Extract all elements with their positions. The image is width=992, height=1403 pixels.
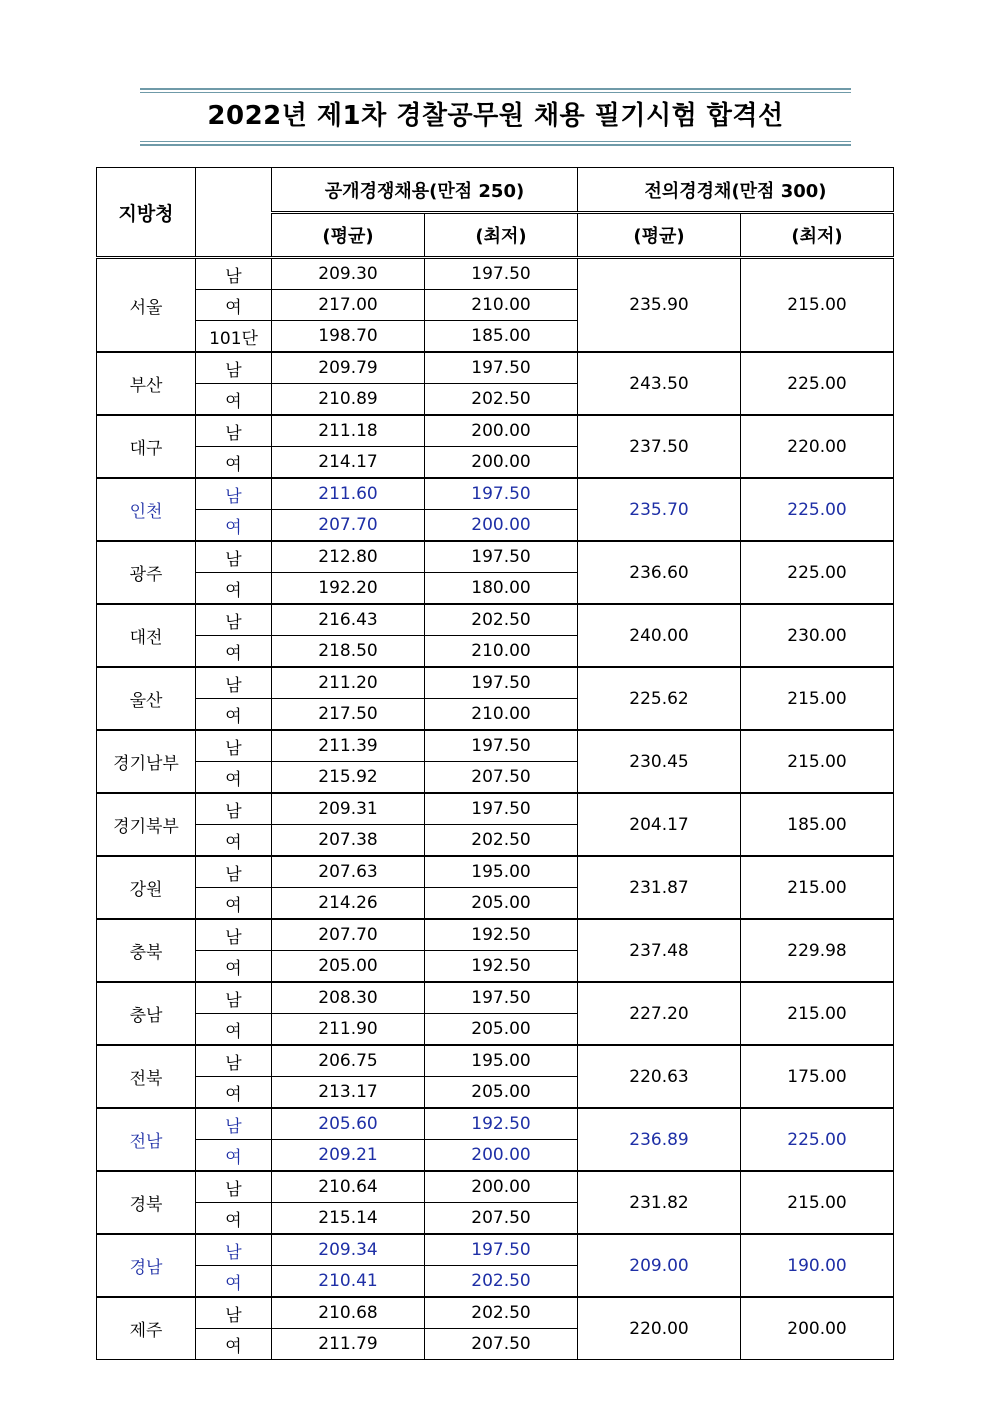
recruit-type: 여 xyxy=(196,1329,272,1360)
recruit-type: 남 xyxy=(196,667,272,699)
recruit-type: 여 xyxy=(196,447,272,479)
open-min-score: 202.50 xyxy=(425,825,578,857)
veteran-avg-score: 235.90 xyxy=(578,258,741,353)
veteran-avg-score: 237.48 xyxy=(578,919,741,982)
open-min-score: 197.50 xyxy=(425,667,578,699)
recruit-type: 여 xyxy=(196,888,272,920)
veteran-avg-score: 235.70 xyxy=(578,478,741,541)
recruit-type: 여 xyxy=(196,699,272,731)
open-avg-score: 205.00 xyxy=(272,951,425,983)
veteran-min-score: 200.00 xyxy=(741,1297,894,1360)
open-avg-score: 211.90 xyxy=(272,1014,425,1046)
open-avg-score: 206.75 xyxy=(272,1045,425,1077)
recruit-type: 남 xyxy=(196,982,272,1014)
open-avg-score: 216.43 xyxy=(272,604,425,636)
recruit-type: 남 xyxy=(196,258,272,290)
veteran-min-score: 185.00 xyxy=(741,793,894,856)
region-name: 부산 xyxy=(97,352,196,415)
table-row xyxy=(97,352,894,384)
region-name: 서울 xyxy=(97,258,196,353)
recruit-type: 여 xyxy=(196,1266,272,1298)
recruit-type: 여 xyxy=(196,1014,272,1046)
open-avg-score: 211.18 xyxy=(272,415,425,447)
header-open-avg: (평균) xyxy=(272,213,425,258)
title-rule-bottom xyxy=(140,144,851,146)
veteran-avg-score: 240.00 xyxy=(578,604,741,667)
open-min-score: 197.50 xyxy=(425,541,578,573)
region-name: 전북 xyxy=(97,1045,196,1108)
open-avg-score: 207.38 xyxy=(272,825,425,857)
open-avg-score: 208.30 xyxy=(272,982,425,1014)
table-body xyxy=(97,258,894,1360)
veteran-min-score: 215.00 xyxy=(741,730,894,793)
region-name: 대구 xyxy=(97,415,196,478)
page-title: 2022년 제1차 경찰공무원 채용 필기시험 합격선 xyxy=(207,101,784,131)
veteran-avg-score: 236.60 xyxy=(578,541,741,604)
veteran-avg-score: 204.17 xyxy=(578,793,741,856)
open-min-score: 200.00 xyxy=(425,510,578,542)
region-name: 광주 xyxy=(97,541,196,604)
open-min-score: 197.50 xyxy=(425,982,578,1014)
open-min-score: 197.50 xyxy=(425,258,578,290)
open-min-score: 195.00 xyxy=(425,1045,578,1077)
veteran-avg-score: 220.63 xyxy=(578,1045,741,1108)
veteran-avg-score: 227.20 xyxy=(578,982,741,1045)
open-min-score: 185.00 xyxy=(425,321,578,353)
table-row xyxy=(97,856,894,888)
open-min-score: 197.50 xyxy=(425,730,578,762)
table-row xyxy=(97,982,894,1014)
open-avg-score: 210.68 xyxy=(272,1297,425,1329)
veteran-min-score: 229.98 xyxy=(741,919,894,982)
open-avg-score: 215.14 xyxy=(272,1203,425,1235)
title-banner xyxy=(140,88,851,146)
header-open-min: (최저) xyxy=(425,213,578,258)
recruit-type: 여 xyxy=(196,762,272,794)
table-row xyxy=(97,604,894,636)
open-min-score: 202.50 xyxy=(425,1297,578,1329)
open-min-score: 205.00 xyxy=(425,1014,578,1046)
open-min-score: 202.50 xyxy=(425,604,578,636)
table-row xyxy=(97,258,894,290)
veteran-avg-score: 230.45 xyxy=(578,730,741,793)
open-avg-score: 209.21 xyxy=(272,1140,425,1172)
open-min-score: 200.00 xyxy=(425,1171,578,1203)
open-min-score: 207.50 xyxy=(425,762,578,794)
open-avg-score: 198.70 xyxy=(272,321,425,353)
veteran-avg-score: 231.87 xyxy=(578,856,741,919)
veteran-avg-score: 236.89 xyxy=(578,1108,741,1171)
veteran-min-score: 230.00 xyxy=(741,604,894,667)
open-min-score: 197.50 xyxy=(425,793,578,825)
open-avg-score: 212.80 xyxy=(272,541,425,573)
open-avg-score: 210.64 xyxy=(272,1171,425,1203)
open-avg-score: 218.50 xyxy=(272,636,425,668)
veteran-min-score: 225.00 xyxy=(741,352,894,415)
open-min-score: 202.50 xyxy=(425,384,578,416)
recruit-type: 남 xyxy=(196,604,272,636)
open-avg-score: 217.50 xyxy=(272,699,425,731)
open-min-score: 210.00 xyxy=(425,636,578,668)
veteran-min-score: 215.00 xyxy=(741,258,894,353)
veteran-min-score: 220.00 xyxy=(741,415,894,478)
table-row xyxy=(97,415,894,447)
table-row xyxy=(97,1297,894,1329)
recruit-type: 남 xyxy=(196,1234,272,1266)
header-veteran-min: (최저) xyxy=(741,213,894,258)
veteran-avg-score: 225.62 xyxy=(578,667,741,730)
open-avg-score: 211.60 xyxy=(272,478,425,510)
recruit-type: 여 xyxy=(196,290,272,321)
table-row xyxy=(97,541,894,573)
open-min-score: 180.00 xyxy=(425,573,578,605)
veteran-avg-score: 237.50 xyxy=(578,415,741,478)
open-avg-score: 205.60 xyxy=(272,1108,425,1140)
open-avg-score: 207.63 xyxy=(272,856,425,888)
open-min-score: 192.50 xyxy=(425,951,578,983)
table-row xyxy=(97,667,894,699)
open-avg-score: 210.89 xyxy=(272,384,425,416)
region-name: 인천 xyxy=(97,478,196,541)
open-avg-score: 215.92 xyxy=(272,762,425,794)
open-min-score: 207.50 xyxy=(425,1329,578,1360)
recruit-type: 여 xyxy=(196,825,272,857)
table-row xyxy=(97,793,894,825)
recruit-type: 여 xyxy=(196,384,272,416)
recruit-type: 남 xyxy=(196,352,272,384)
open-min-score: 210.00 xyxy=(425,290,578,321)
open-avg-score: 207.70 xyxy=(272,919,425,951)
recruit-type: 남 xyxy=(196,1045,272,1077)
open-avg-score: 209.34 xyxy=(272,1234,425,1266)
open-avg-score: 209.31 xyxy=(272,793,425,825)
title-rule-top-inner xyxy=(140,92,851,93)
recruit-type: 여 xyxy=(196,573,272,605)
region-name: 대전 xyxy=(97,604,196,667)
recruit-type: 남 xyxy=(196,1171,272,1203)
open-min-score: 200.00 xyxy=(425,1140,578,1172)
recruit-type: 남 xyxy=(196,856,272,888)
open-min-score: 195.00 xyxy=(425,856,578,888)
open-min-score: 200.00 xyxy=(425,415,578,447)
open-avg-score: 214.17 xyxy=(272,447,425,479)
open-min-score: 207.50 xyxy=(425,1203,578,1235)
title-rule-bottom-inner xyxy=(140,141,851,142)
recruit-type: 101단 xyxy=(196,321,272,353)
open-avg-score: 213.17 xyxy=(272,1077,425,1109)
open-avg-score: 211.39 xyxy=(272,730,425,762)
veteran-avg-score: 220.00 xyxy=(578,1297,741,1360)
open-min-score: 205.00 xyxy=(425,888,578,920)
table-header xyxy=(97,168,894,258)
table-row xyxy=(97,1171,894,1203)
region-name: 경기남부 xyxy=(97,730,196,793)
open-avg-score: 214.26 xyxy=(272,888,425,920)
veteran-avg-score: 231.82 xyxy=(578,1171,741,1234)
veteran-min-score: 225.00 xyxy=(741,1108,894,1171)
table-row xyxy=(97,919,894,951)
open-avg-score: 217.00 xyxy=(272,290,425,321)
table-row xyxy=(97,1108,894,1140)
table-row xyxy=(97,478,894,510)
region-name: 경기북부 xyxy=(97,793,196,856)
header-open-competition: 공개경쟁채용(만점 250) xyxy=(272,168,578,213)
veteran-min-score: 190.00 xyxy=(741,1234,894,1297)
recruit-type: 남 xyxy=(196,1297,272,1329)
veteran-avg-score: 243.50 xyxy=(578,352,741,415)
veteran-min-score: 215.00 xyxy=(741,667,894,730)
veteran-min-score: 175.00 xyxy=(741,1045,894,1108)
recruit-type: 남 xyxy=(196,730,272,762)
title-rule-top xyxy=(140,88,851,90)
open-avg-score: 207.70 xyxy=(272,510,425,542)
open-min-score: 192.50 xyxy=(425,1108,578,1140)
region-name: 충남 xyxy=(97,982,196,1045)
recruit-type: 남 xyxy=(196,415,272,447)
open-min-score: 210.00 xyxy=(425,699,578,731)
open-avg-score: 209.30 xyxy=(272,258,425,290)
recruit-type: 여 xyxy=(196,636,272,668)
veteran-min-score: 215.00 xyxy=(741,856,894,919)
recruit-type: 여 xyxy=(196,510,272,542)
table-row xyxy=(97,1234,894,1266)
recruit-type: 남 xyxy=(196,541,272,573)
recruit-type: 남 xyxy=(196,919,272,951)
cutoff-table xyxy=(96,167,894,1360)
open-min-score: 192.50 xyxy=(425,919,578,951)
header-veteran-avg: (평균) xyxy=(578,213,741,258)
open-avg-score: 211.20 xyxy=(272,667,425,699)
recruit-type: 여 xyxy=(196,1140,272,1172)
recruit-type: 남 xyxy=(196,1108,272,1140)
open-min-score: 205.00 xyxy=(425,1077,578,1109)
header-region: 지방청 xyxy=(97,168,196,258)
region-name: 울산 xyxy=(97,667,196,730)
region-name: 경북 xyxy=(97,1171,196,1234)
open-min-score: 197.50 xyxy=(425,352,578,384)
veteran-min-score: 225.00 xyxy=(741,478,894,541)
open-avg-score: 210.41 xyxy=(272,1266,425,1298)
open-min-score: 200.00 xyxy=(425,447,578,479)
veteran-min-score: 215.00 xyxy=(741,1171,894,1234)
veteran-avg-score: 209.00 xyxy=(578,1234,741,1297)
table-row xyxy=(97,1045,894,1077)
region-name: 전남 xyxy=(97,1108,196,1171)
open-avg-score: 192.20 xyxy=(272,573,425,605)
header-type-blank xyxy=(196,168,272,258)
recruit-type: 남 xyxy=(196,793,272,825)
header-veteran-recruit: 전의경경채(만점 300) xyxy=(578,168,894,213)
recruit-type: 남 xyxy=(196,478,272,510)
region-name: 경남 xyxy=(97,1234,196,1297)
open-min-score: 197.50 xyxy=(425,478,578,510)
recruit-type: 여 xyxy=(196,951,272,983)
open-min-score: 202.50 xyxy=(425,1266,578,1298)
open-min-score: 197.50 xyxy=(425,1234,578,1266)
open-avg-score: 209.79 xyxy=(272,352,425,384)
region-name: 강원 xyxy=(97,856,196,919)
region-name: 충북 xyxy=(97,919,196,982)
open-avg-score: 211.79 xyxy=(272,1329,425,1360)
region-name: 제주 xyxy=(97,1297,196,1360)
veteran-min-score: 215.00 xyxy=(741,982,894,1045)
recruit-type: 여 xyxy=(196,1077,272,1109)
recruit-type: 여 xyxy=(196,1203,272,1235)
table-row xyxy=(97,730,894,762)
veteran-min-score: 225.00 xyxy=(741,541,894,604)
